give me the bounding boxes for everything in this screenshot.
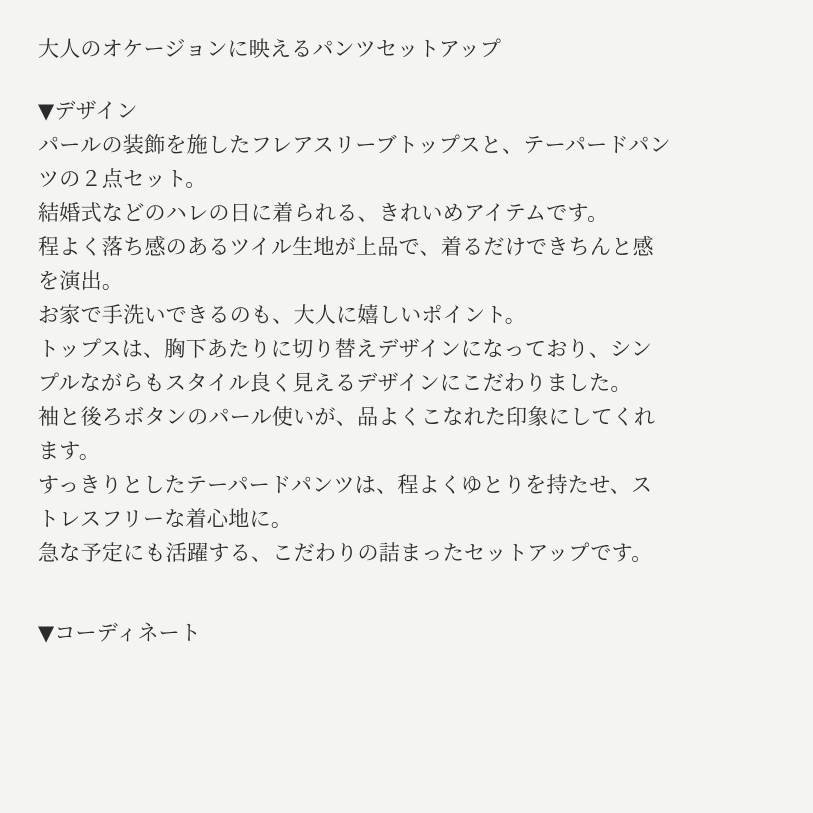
body-line: ツの２点セット。 [38,166,207,191]
body-line: 袖と後ろボタンのパール使いが、品よくこなれた印象にしてくれ [38,404,656,429]
page-bottom-edge [0,809,813,813]
body-line: を演出。 [38,268,124,293]
body-line: お家で手洗いできるのも、大人に嬉しいポイント。 [38,302,527,327]
section-coordinate [38,616,775,650]
section-design [38,94,775,570]
section-heading-design: ▼デザイン [38,98,138,123]
body-line: トップスは、胸下あたりに切り替えデザインになっており、シン [38,336,653,361]
page-title: 大人のオケージョンに映えるパンツセットアップ [38,37,502,61]
body-line: 急な予定にも活躍する、こだわりの詰まったセットアップです。 [38,540,653,565]
body-line: プルながらもスタイル良く見えるデザインにこだわりました。 [38,370,632,395]
body-line: パールの装飾を施したフレアスリーブトップスと、テーパードパン [38,132,671,157]
body-line: トレスフリーな着心地に。 [38,506,293,531]
body-line: ます。 [38,438,101,463]
section-spacer [38,570,775,616]
body-line: 程よく落ち感のあるツイル生地が上品で、着るだけできちんと感 [38,234,654,259]
section-heading-coordinate: ▼コーディネート [38,620,202,645]
body-line: 結婚式などのハレの日に着られる、きれいめアイテムです。 [38,200,609,225]
body-line: すっきりとしたテーパードパンツは、程よくゆとりを持たせ、ス [38,472,653,497]
